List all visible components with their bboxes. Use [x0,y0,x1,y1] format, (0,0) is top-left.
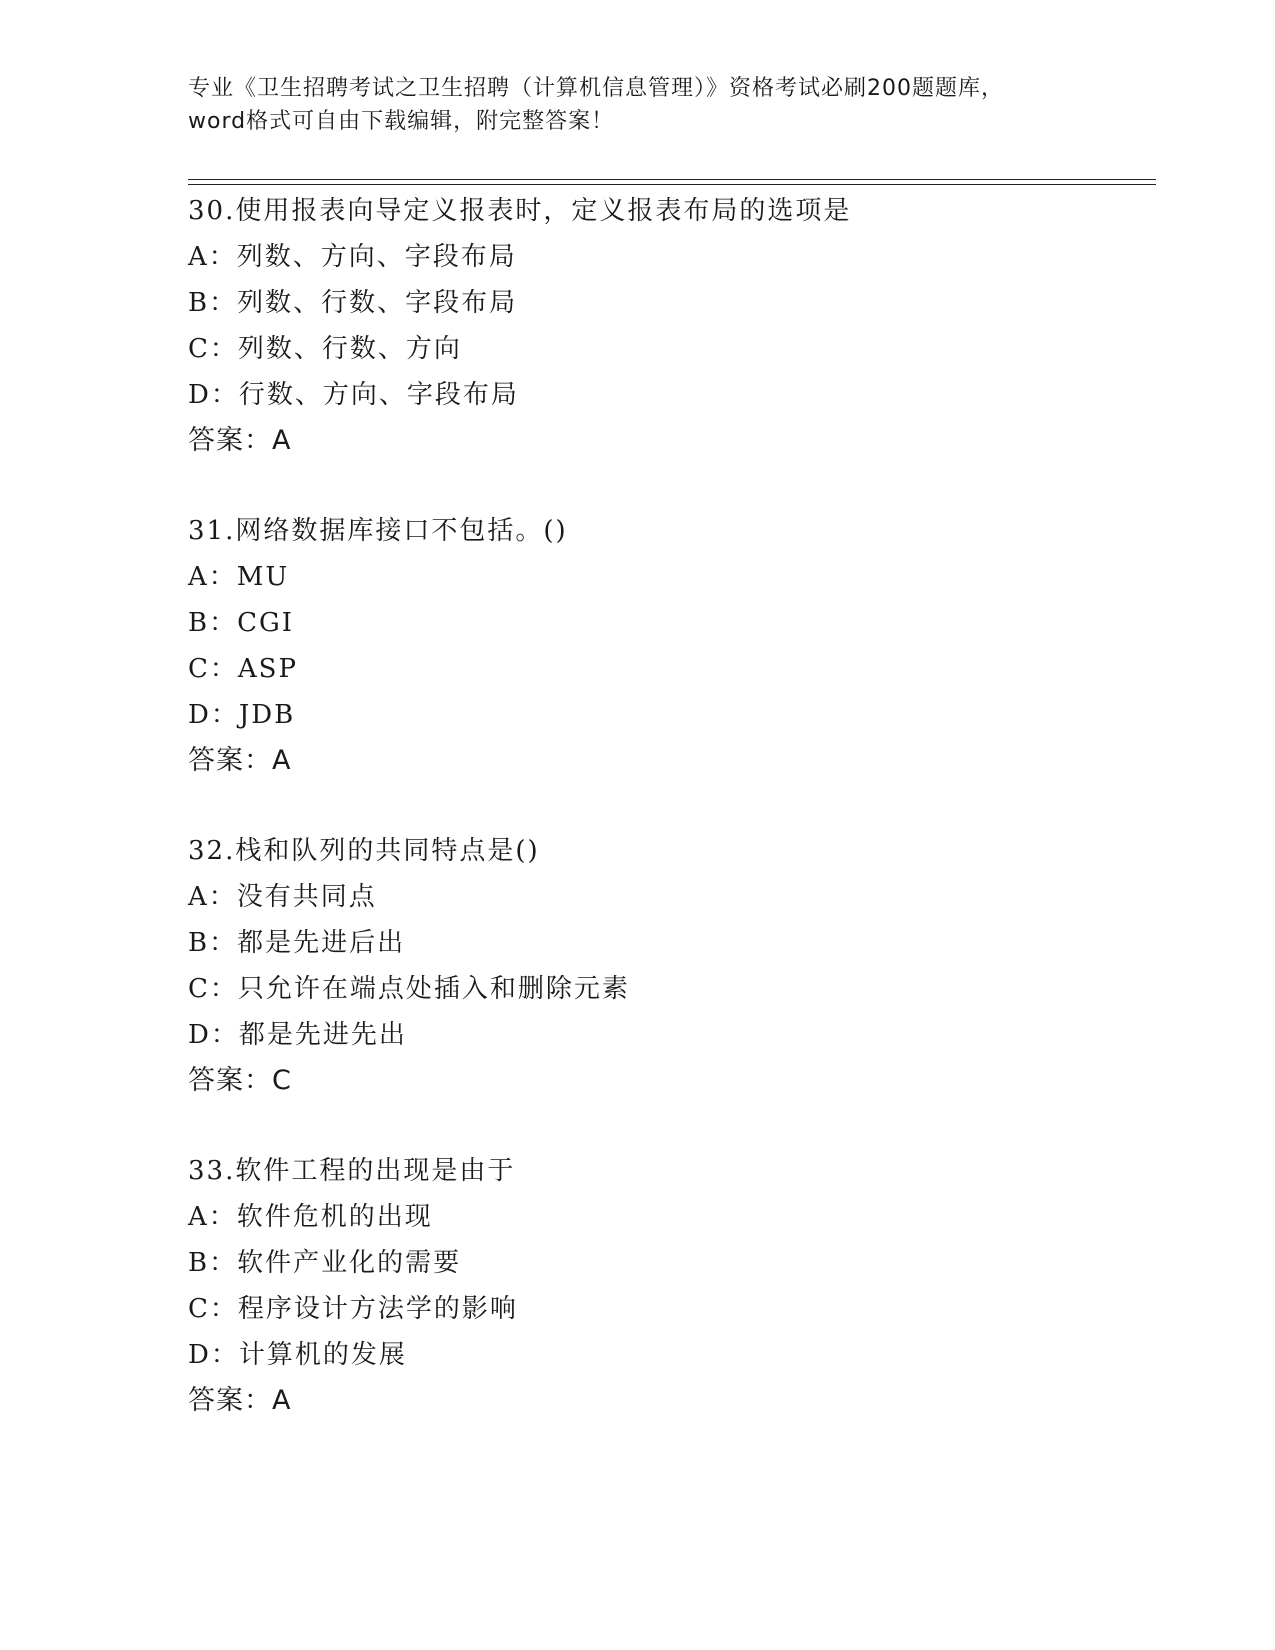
question-33 [188,1148,1148,1424]
option-d: D：JDB [188,700,296,730]
question-stem: 32.栈和队列的共同特点是() [188,836,540,866]
option-c: C：程序设计方法学的影响 [188,1294,518,1324]
option-a: A：软件危机的出现 [188,1202,433,1232]
question-stem: 33.软件工程的出现是由于 [188,1156,516,1186]
option-b: B：都是先进后出 [188,928,406,958]
option-a: A：没有共同点 [188,882,377,912]
option-b: B：列数、行数、字段布局 [188,288,518,318]
option-b: B：CGI [188,608,295,638]
question-list [188,188,1148,1468]
answer: 答案：A [188,1385,292,1416]
option-d: D：都是先进先出 [188,1020,407,1050]
option-a: A：MU [188,562,290,592]
option-a: A：列数、方向、字段布局 [188,242,517,272]
answer: 答案：A [188,425,292,456]
option-d: D：计算机的发展 [188,1340,407,1370]
option-c: C：只允许在端点处插入和删除元素 [188,974,630,1004]
header-line-1: 专业《卫生招聘考试之卫生招聘（计算机信息管理）》资格考试必刷200题题库， [188,76,1004,101]
header-line-2: word格式可自由下载编辑，附完整答案！ [188,109,615,134]
question-stem: 31.网络数据库接口不包括。() [188,516,568,546]
option-d: D：行数、方向、字段布局 [188,380,519,410]
option-b: B：软件产业化的需要 [188,1248,462,1278]
question-stem: 30.使用报表向导定义报表时，定义报表布局的选项是 [188,196,852,226]
option-c: C：列数、行数、方向 [188,334,462,364]
header-divider-top [188,179,1156,180]
document-header [188,72,1088,138]
question-30 [188,188,1148,464]
option-c: C：ASP [188,654,298,684]
answer: 答案：C [188,1065,292,1096]
question-32 [188,828,1148,1104]
answer: 答案：A [188,745,292,776]
question-31 [188,508,1148,784]
header-divider-bottom [188,184,1156,185]
